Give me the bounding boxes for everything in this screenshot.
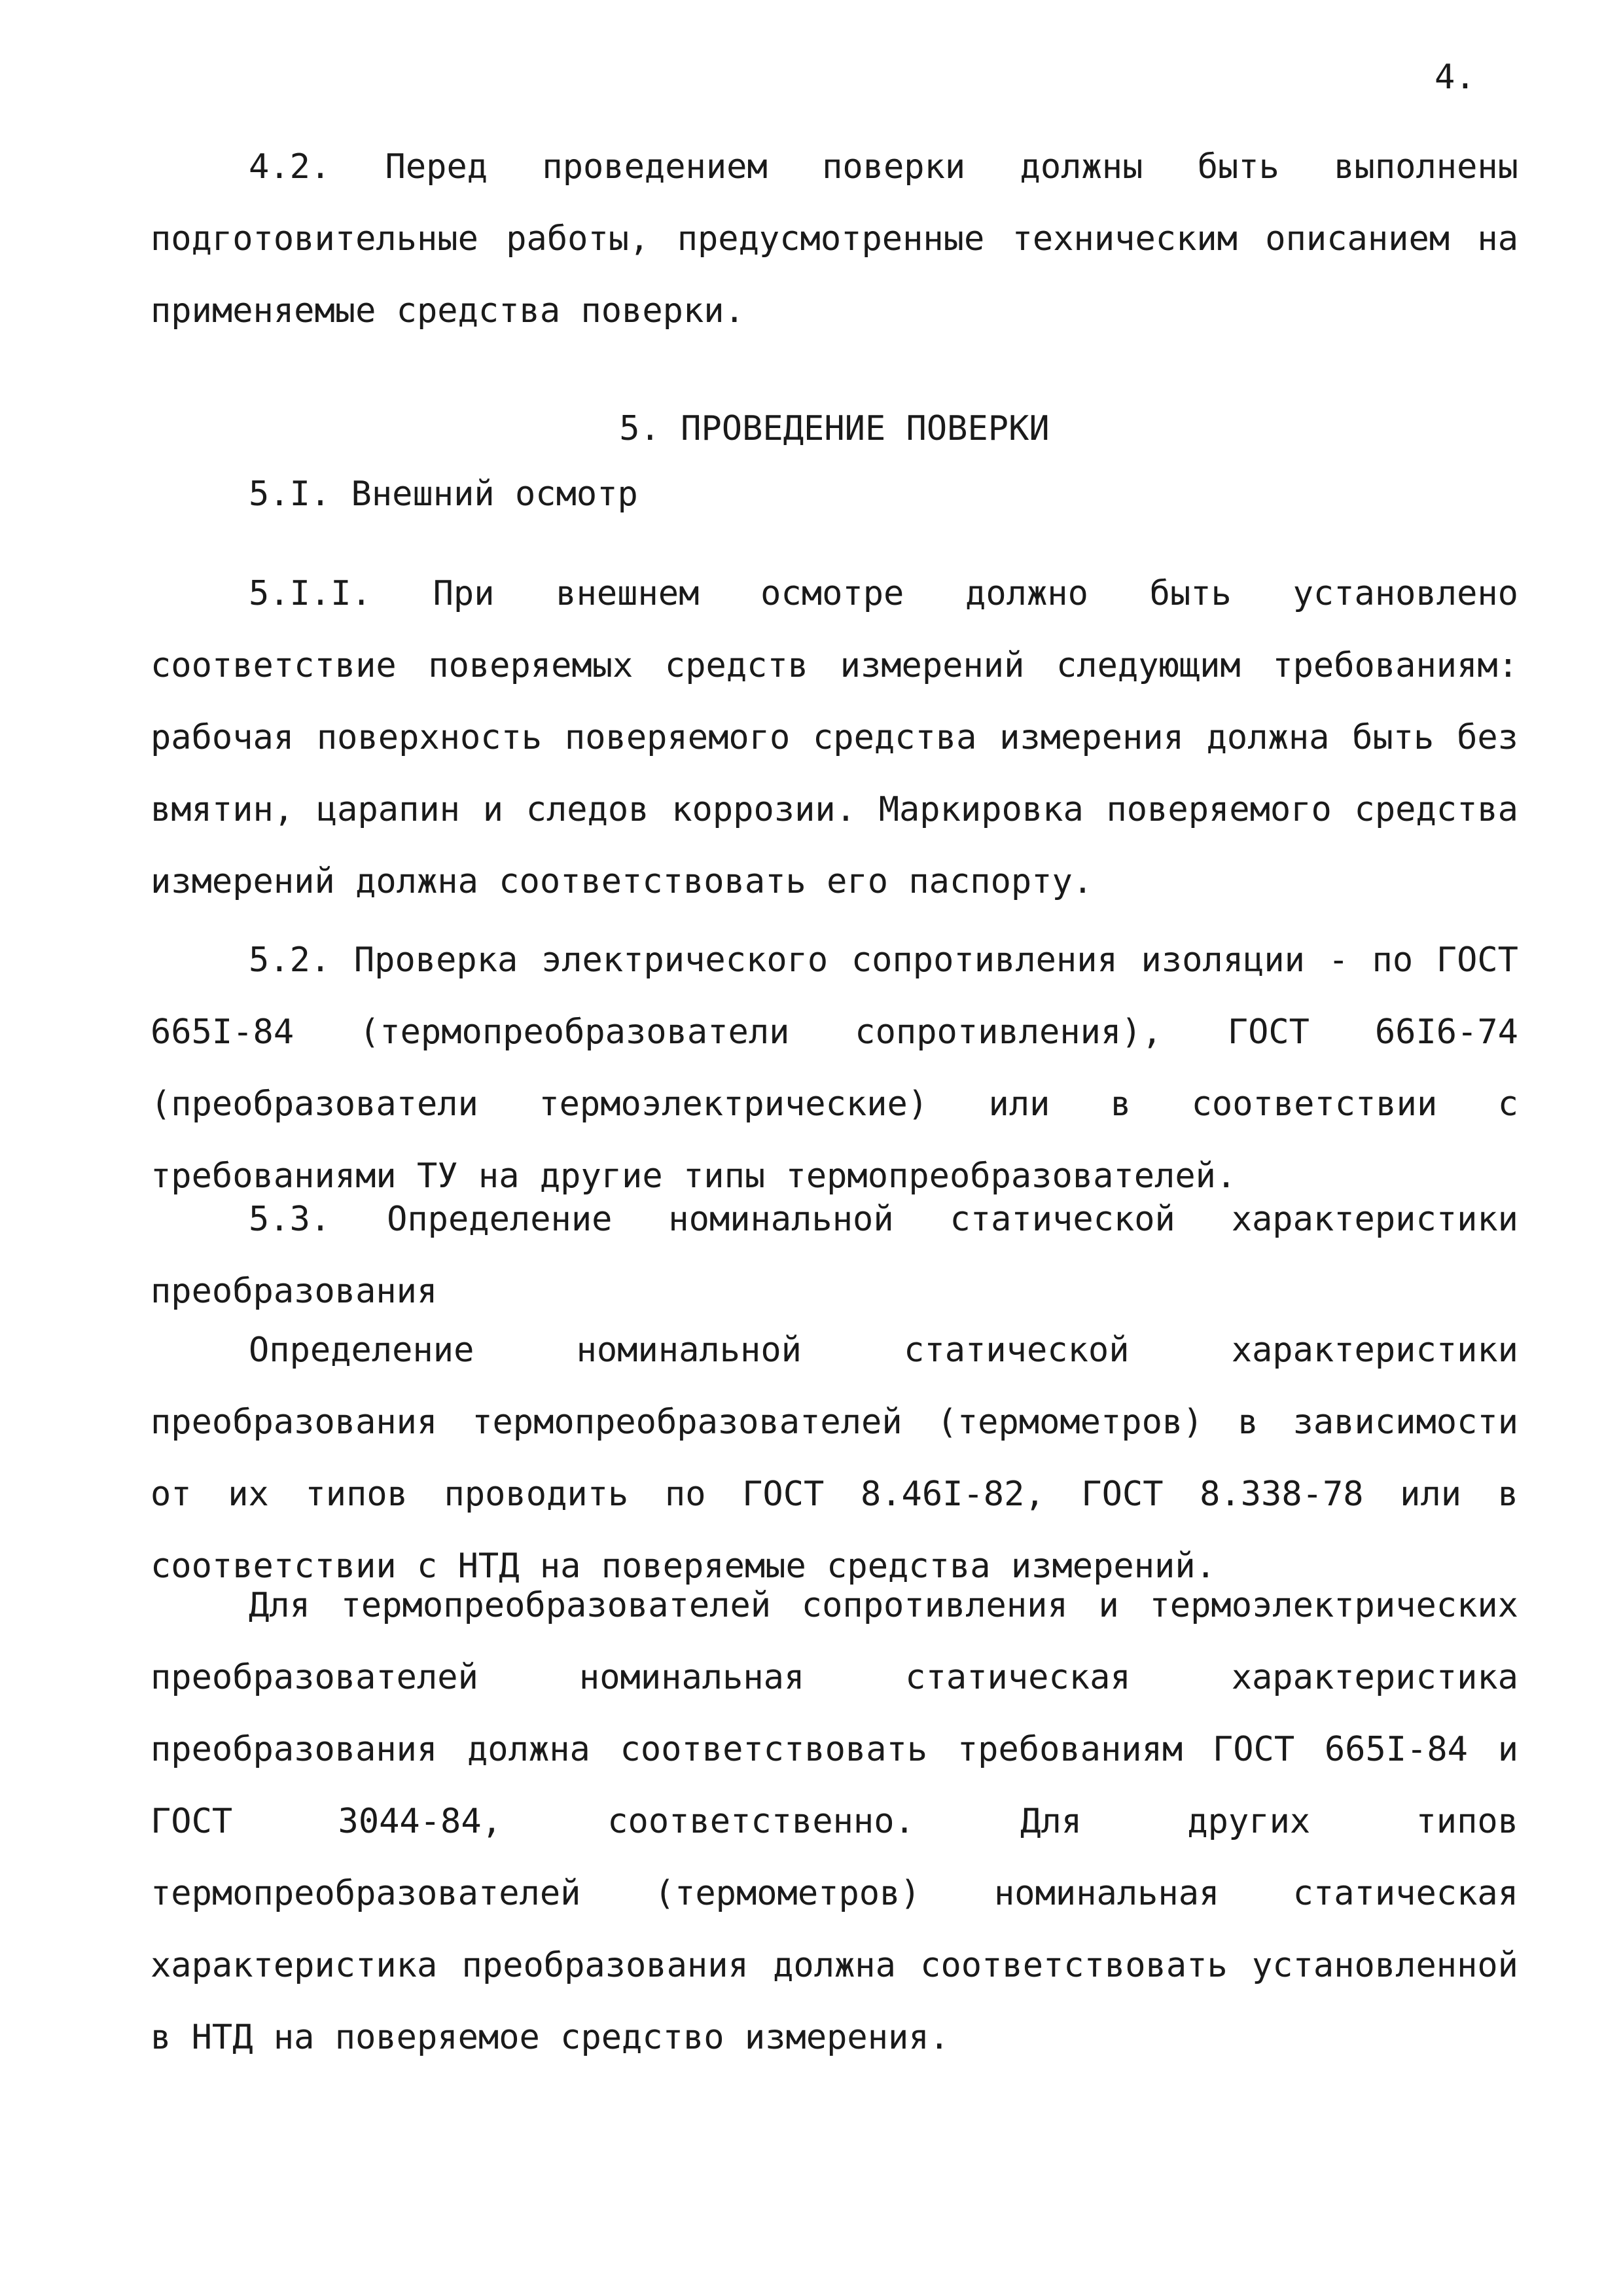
section-5-title: 5. ПРОВЕДЕНИЕ ПОВЕРКИ	[619, 409, 1050, 448]
paragraph-4-2: 4.2. Перед проведением поверки должны быть выполнены подготовительные работы, предусмотренные техническим описанием на применяемые средства поверки.	[151, 147, 1518, 331]
paragraph-5-1: 5.I. Внешний осмотр	[249, 475, 638, 514]
paragraph-5-3-definition: Определение номинальной статической характеристики преобразования термопреобразователей (термометров) в зависимости от их типов проводить по ГОСТ 8.46I-82, ГОСТ 8.338-78 или в соответствии с НТД на поверяемые средства измерений.	[151, 1331, 1518, 1586]
page-number: 4.	[1435, 58, 1476, 97]
paragraph-5-2: 5.2. Проверка электрического сопротивления изоляции - по ГОСТ 665I-84 (термопреобразователи сопротивления), ГОСТ 66I6-74 (преобразователи термоэлектрические) или в соответствии с требованиями ТУ на другие типы термопреобразователей.	[151, 941, 1518, 1196]
paragraph-5-3: 5.3. Определение номинальной статической характеристики преобразования	[151, 1200, 1518, 1311]
paragraph-5-3-requirements: Для термопреобразователей сопротивления и термоэлектрических преобразователей номинальная статическая характеристика преобразования должна соответствовать требованиям ГОСТ 665I-84 и ГОСТ 3044-84, соответственно. Для других типов термопреобразователей (термометров) номинальная статическая характеристика преобразования должна соответствовать установленной в НТД на поверяемое средство измерения.	[151, 1586, 1518, 2057]
paragraph-5-1-1: 5.I.I. При внешнем осмотре должно быть установлено соответствие поверяемых средств измерений следующим требованиям: рабочая поверхность поверяемого средства измерения должна быть без вмятин, царапин и следов коррозии. Маркировка поверяемого средства измерений должна соответствовать его паспорту.	[151, 574, 1518, 901]
